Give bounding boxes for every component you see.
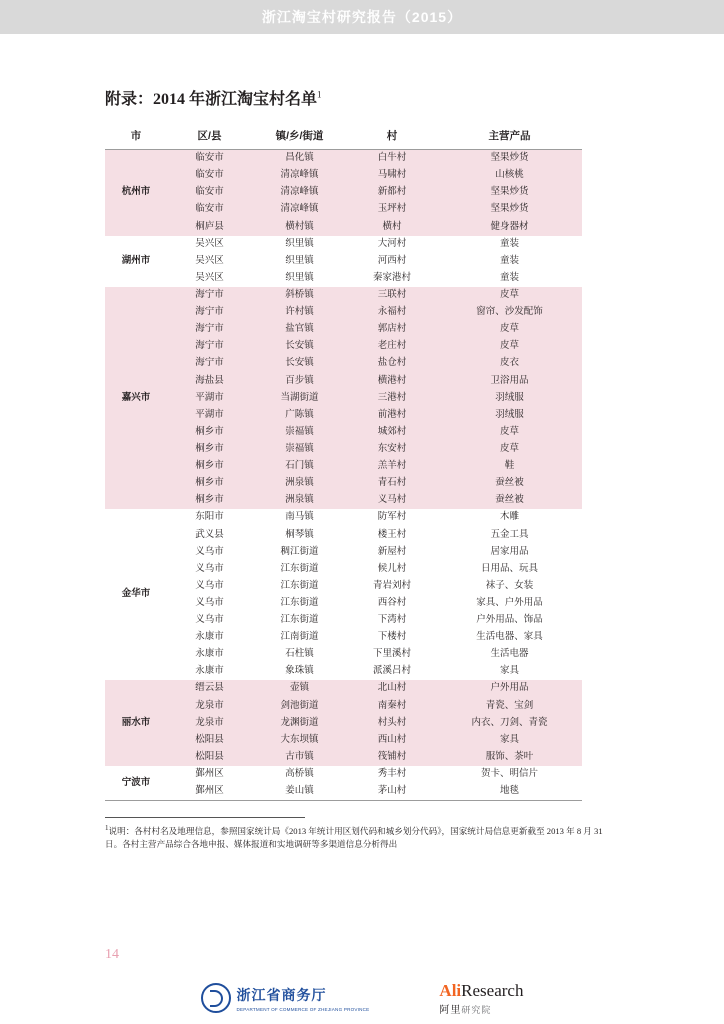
cell-district: 松阳县 — [167, 732, 252, 749]
footnote-text: 说明：各村村名及地理信息，参照国家统计局《2013 年统计用区划代码和城乡划分代码》，国家统计局信息更新截至 2013 年 8 月 31 日。各村主营产品综合各地申报、媒体报道和实地调研等多渠道信息分析得出 — [105, 826, 603, 850]
page-number: 14 — [105, 947, 119, 962]
cell-product: 生活电器 — [437, 646, 582, 663]
cell-village: 新都村 — [347, 184, 437, 201]
cell-product: 生活电器、家具 — [437, 629, 582, 646]
cell-town: 崇福镇 — [252, 424, 347, 441]
cell-product: 皮草 — [437, 338, 582, 355]
cell-town: 广陈镇 — [252, 407, 347, 424]
cell-product: 日用品、玩具 — [437, 561, 582, 578]
appendix-title-superscript: 1 — [317, 89, 322, 100]
cell-district: 鄞州区 — [167, 766, 252, 783]
cell-city: 金华市 — [105, 509, 167, 680]
cell-village: 马啸村 — [347, 167, 437, 184]
cell-product: 居家用品 — [437, 544, 582, 561]
cell-product: 坚果炒货 — [437, 184, 582, 201]
cell-district: 桐乡市 — [167, 492, 252, 509]
ali-brand-text: Ali — [439, 980, 462, 1000]
page-header-bar — [0, 0, 724, 34]
column-header-product: 主营产品 — [437, 123, 582, 150]
ali-org-text: 研究院 — [461, 1004, 492, 1015]
cell-district: 海宁市 — [167, 321, 252, 338]
cell-product: 窗帘、沙发配饰 — [437, 304, 582, 321]
cell-village: 秀丰村 — [347, 766, 437, 783]
cell-district: 临安市 — [167, 167, 252, 184]
cell-town: 织里镇 — [252, 236, 347, 253]
cell-village: 老庄村 — [347, 338, 437, 355]
page-header-title: 浙江淘宝村研究报告（2015） — [261, 9, 463, 25]
table-row — [105, 458, 582, 475]
cell-city: 杭州市 — [105, 150, 167, 236]
cell-village: 筏铺村 — [347, 749, 437, 766]
ali-cn-text: 阿里 — [439, 1004, 462, 1016]
cell-town: 剑池街道 — [252, 698, 347, 715]
table-row — [105, 304, 582, 321]
cell-town: 江东街道 — [252, 595, 347, 612]
cell-village: 大河村 — [347, 236, 437, 253]
cell-city: 宁波市 — [105, 766, 167, 800]
cell-village: 河西村 — [347, 253, 437, 270]
cell-village: 盐仓村 — [347, 355, 437, 372]
cell-district: 海盐县 — [167, 372, 252, 389]
cell-product: 羽绒服 — [437, 407, 582, 424]
table-row — [105, 766, 582, 783]
cell-village: 南秦村 — [347, 698, 437, 715]
cell-town: 长安镇 — [252, 338, 347, 355]
table-row — [105, 578, 582, 595]
cell-village: 横港村 — [347, 372, 437, 389]
cell-town: 龙渊街道 — [252, 715, 347, 732]
cell-village: 楼王村 — [347, 526, 437, 543]
cell-district: 永康市 — [167, 646, 252, 663]
footnote-mark: 1 — [105, 824, 109, 833]
cell-district: 义乌市 — [167, 561, 252, 578]
table-row — [105, 749, 582, 766]
table-row — [105, 715, 582, 732]
cell-product: 皮衣 — [437, 355, 582, 372]
cell-district: 桐庐县 — [167, 218, 252, 235]
cell-town: 斜桥镇 — [252, 287, 347, 304]
cell-district: 东阳市 — [167, 509, 252, 526]
cell-district: 海宁市 — [167, 355, 252, 372]
cell-city: 丽水市 — [105, 680, 167, 766]
cell-village: 秦家港村 — [347, 270, 437, 287]
table-row — [105, 526, 582, 543]
table-row — [105, 732, 582, 749]
cell-village: 羔羊村 — [347, 458, 437, 475]
cell-product: 家具 — [437, 732, 582, 749]
cell-product: 蚕丝被 — [437, 492, 582, 509]
cell-district: 龙泉市 — [167, 715, 252, 732]
cell-product: 内衣、刀剑、青瓷 — [437, 715, 582, 732]
cell-town: 大东坝镇 — [252, 732, 347, 749]
table-row — [105, 236, 582, 253]
cell-product: 皮草 — [437, 321, 582, 338]
cell-town: 象珠镇 — [252, 663, 347, 680]
table-row — [105, 698, 582, 715]
table-row — [105, 270, 582, 287]
cell-product: 服饰、茶叶 — [437, 749, 582, 766]
cell-village: 横村 — [347, 218, 437, 235]
cell-village: 下湾村 — [347, 612, 437, 629]
table-row — [105, 287, 582, 304]
table-row — [105, 680, 582, 697]
cell-town: 百步镇 — [252, 372, 347, 389]
column-header-town: 镇/乡/街道 — [252, 123, 347, 150]
cell-village: 下楼村 — [347, 629, 437, 646]
cell-village: 城郊村 — [347, 424, 437, 441]
cell-district: 义乌市 — [167, 595, 252, 612]
table-row — [105, 218, 582, 235]
cell-village: 西谷村 — [347, 595, 437, 612]
cell-village: 青岩刘村 — [347, 578, 437, 595]
table-header — [105, 123, 582, 150]
cell-district: 永康市 — [167, 629, 252, 646]
table-row — [105, 355, 582, 372]
table-row — [105, 338, 582, 355]
cell-product: 健身器材 — [437, 218, 582, 235]
table-row — [105, 475, 582, 492]
table-row — [105, 201, 582, 218]
table-body — [105, 150, 582, 801]
table-row — [105, 321, 582, 338]
cell-district: 临安市 — [167, 201, 252, 218]
cell-village: 三港村 — [347, 390, 437, 407]
cell-district: 桐乡市 — [167, 458, 252, 475]
cell-town: 石门镇 — [252, 458, 347, 475]
table-row — [105, 544, 582, 561]
cell-product: 蚕丝被 — [437, 475, 582, 492]
cell-product: 皮草 — [437, 424, 582, 441]
cell-town: 崇福镇 — [252, 441, 347, 458]
cell-product: 家具 — [437, 663, 582, 680]
cell-town: 南马镇 — [252, 509, 347, 526]
page-content — [0, 34, 724, 852]
cell-district: 龙泉市 — [167, 698, 252, 715]
table-row — [105, 629, 582, 646]
table-row — [105, 561, 582, 578]
cell-district: 鄞州区 — [167, 783, 252, 800]
table-row — [105, 646, 582, 663]
aliresearch-logo — [439, 981, 523, 1016]
table-row — [105, 595, 582, 612]
cell-product: 皮草 — [437, 287, 582, 304]
cell-district: 临安市 — [167, 150, 252, 168]
cell-town: 稠江街道 — [252, 544, 347, 561]
table-row — [105, 783, 582, 800]
table-row — [105, 167, 582, 184]
cell-town: 江东街道 — [252, 578, 347, 595]
appendix-title — [105, 86, 724, 109]
cell-town: 清凉峰镇 — [252, 184, 347, 201]
cell-product: 坚果炒货 — [437, 201, 582, 218]
commerce-logo-cn: 浙江省商务厅 — [236, 988, 327, 1004]
cell-village: 郭店村 — [347, 321, 437, 338]
cell-product: 皮草 — [437, 441, 582, 458]
cell-village: 下里溪村 — [347, 646, 437, 663]
cell-town: 许村镇 — [252, 304, 347, 321]
footnote-separator — [105, 817, 305, 818]
cell-district: 平湖市 — [167, 390, 252, 407]
table-header-row — [105, 123, 582, 150]
cell-district: 桐乡市 — [167, 441, 252, 458]
cell-product: 木雕 — [437, 509, 582, 526]
column-header-city: 市 — [105, 123, 167, 150]
table-row — [105, 663, 582, 680]
cell-village: 永福村 — [347, 304, 437, 321]
table-row — [105, 372, 582, 389]
cell-town: 清凉峰镇 — [252, 201, 347, 218]
cell-product: 山核桃 — [437, 167, 582, 184]
cell-product: 青瓷、宝剑 — [437, 698, 582, 715]
column-header-district: 区/县 — [167, 123, 252, 150]
cell-product: 地毯 — [437, 783, 582, 800]
cell-product: 贺卡、明信片 — [437, 766, 582, 783]
zhejiang-commerce-logo — [201, 983, 370, 1013]
cell-village: 前港村 — [347, 407, 437, 424]
cell-product: 卫浴用品 — [437, 372, 582, 389]
cell-town: 壶镇 — [252, 680, 347, 697]
cell-district: 义乌市 — [167, 578, 252, 595]
cell-village: 西山村 — [347, 732, 437, 749]
cell-product: 户外用品 — [437, 680, 582, 697]
cell-city: 湖州市 — [105, 236, 167, 287]
cell-district: 义乌市 — [167, 612, 252, 629]
cell-district: 义乌市 — [167, 544, 252, 561]
cell-town: 当湖街道 — [252, 390, 347, 407]
table-row — [105, 612, 582, 629]
cell-city: 嘉兴市 — [105, 287, 167, 509]
cell-product: 童装 — [437, 236, 582, 253]
table-row — [105, 253, 582, 270]
cell-district: 吴兴区 — [167, 270, 252, 287]
cell-product: 家具、户外用品 — [437, 595, 582, 612]
cell-village: 义马村 — [347, 492, 437, 509]
cell-product: 坚果炒货 — [437, 150, 582, 168]
cell-product: 童装 — [437, 253, 582, 270]
cell-town: 高桥镇 — [252, 766, 347, 783]
cell-village: 北山村 — [347, 680, 437, 697]
cell-town: 石柱镇 — [252, 646, 347, 663]
cell-town: 长安镇 — [252, 355, 347, 372]
cell-town: 洲泉镇 — [252, 492, 347, 509]
page-footer — [0, 972, 724, 1024]
aliresearch-logo-latin — [439, 981, 523, 1001]
footnote — [105, 823, 605, 851]
table-row — [105, 407, 582, 424]
cell-district: 缙云县 — [167, 680, 252, 697]
cell-town: 昌化镇 — [252, 150, 347, 168]
appendix-title-text: 附录：2014 年浙江淘宝村名单 — [105, 91, 318, 108]
cell-district: 吴兴区 — [167, 236, 252, 253]
aliresearch-logo-cn — [439, 1001, 523, 1016]
cell-town: 横村镇 — [252, 218, 347, 235]
cell-district: 海宁市 — [167, 304, 252, 321]
cell-district: 桐乡市 — [167, 475, 252, 492]
table-row — [105, 492, 582, 509]
table-row — [105, 424, 582, 441]
cell-town: 桐琴镇 — [252, 526, 347, 543]
research-text: Research — [461, 980, 524, 1000]
cell-product: 童装 — [437, 270, 582, 287]
cell-village: 东安村 — [347, 441, 437, 458]
table-bottom-rule — [105, 800, 582, 801]
cell-district: 永康市 — [167, 663, 252, 680]
cell-town: 古市镇 — [252, 749, 347, 766]
commerce-emblem-icon — [201, 983, 231, 1013]
cell-village: 派溪吕村 — [347, 663, 437, 680]
cell-product: 五金工具 — [437, 526, 582, 543]
cell-town: 江东街道 — [252, 561, 347, 578]
cell-product: 户外用品、饰品 — [437, 612, 582, 629]
cell-village: 白牛村 — [347, 150, 437, 168]
cell-product: 袜子、女装 — [437, 578, 582, 595]
taobao-village-table — [105, 123, 582, 800]
column-header-village: 村 — [347, 123, 437, 150]
cell-village: 茅山村 — [347, 783, 437, 800]
cell-district: 松阳县 — [167, 749, 252, 766]
cell-town: 织里镇 — [252, 270, 347, 287]
cell-town: 江南街道 — [252, 629, 347, 646]
cell-product: 羽绒服 — [437, 390, 582, 407]
cell-district: 海宁市 — [167, 338, 252, 355]
cell-village: 青石村 — [347, 475, 437, 492]
cell-district: 平湖市 — [167, 407, 252, 424]
cell-village: 村头村 — [347, 715, 437, 732]
commerce-logo-en: DEPARTMENT OF COMMERCE OF ZHEJIANG PROVINCE — [236, 1006, 370, 1012]
cell-town: 盐官镇 — [252, 321, 347, 338]
cell-district: 海宁市 — [167, 287, 252, 304]
cell-town: 江东街道 — [252, 612, 347, 629]
cell-village: 新屋村 — [347, 544, 437, 561]
cell-town: 织里镇 — [252, 253, 347, 270]
table-row — [105, 441, 582, 458]
table-row — [105, 509, 582, 526]
cell-village: 防军村 — [347, 509, 437, 526]
table-row — [105, 390, 582, 407]
cell-village: 三联村 — [347, 287, 437, 304]
cell-product: 鞋 — [437, 458, 582, 475]
table-row — [105, 184, 582, 201]
cell-town: 洲泉镇 — [252, 475, 347, 492]
cell-district: 武义县 — [167, 526, 252, 543]
cell-town: 姜山镇 — [252, 783, 347, 800]
cell-village: 玉坪村 — [347, 201, 437, 218]
cell-town: 清凉峰镇 — [252, 167, 347, 184]
cell-district: 桐乡市 — [167, 424, 252, 441]
table-row — [105, 150, 582, 168]
cell-district: 临安市 — [167, 184, 252, 201]
cell-district: 吴兴区 — [167, 253, 252, 270]
cell-village: 候儿村 — [347, 561, 437, 578]
